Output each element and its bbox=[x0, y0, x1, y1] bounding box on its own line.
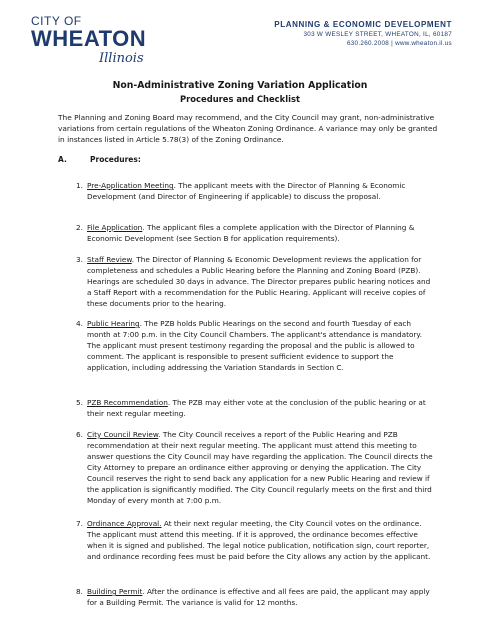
document-title: Non-Administrative Zoning Variation Application bbox=[112, 80, 368, 91]
procedure-number: 1. bbox=[76, 181, 83, 190]
procedure-number: 3. bbox=[76, 255, 83, 264]
procedure-number: 7. bbox=[76, 519, 83, 528]
section-letter: A. bbox=[58, 155, 67, 164]
logo-illinois-script: Illinois bbox=[99, 51, 144, 66]
procedure-text: . The applicant meets with the Director of Planning & Economic Development (and Director of Engineering if applicable) to discuss the proposal. bbox=[87, 181, 406, 201]
procedure-number: 4. bbox=[76, 319, 83, 328]
procedure-lead: Ordinance Approval. bbox=[87, 519, 162, 528]
department-address: 303 W WESLEY STREET, WHEATON, IL, 60187 bbox=[303, 31, 452, 38]
logo-wheaton-text: WHEATON bbox=[31, 26, 147, 51]
procedure-lead: PZB Recommendation bbox=[87, 398, 168, 407]
procedure-lead: Public Hearing bbox=[87, 319, 140, 328]
procedure-text: . The PZB holds Public Hearings on the second and fourth Tuesday of each month at 7:00 p.m. in the City Council Chambers. The applicant's attendance is mandatory. The applicant must present testimony regarding the proposal and the public is allowed to comment. The applicant is responsible to present sufficient evidence to support the application, including addressing the Variation Standards in Section C. bbox=[87, 319, 423, 372]
procedure-text: . The Director of Planning & Economic Development reviews the application for completeness and schedules a Public Hearing before the Planning and Zoning Board (PZB). Hearings are scheduled 30 days in advance. The Director prepares public hearing notices and a Staff Report with a recommendation for the Public Hearing. Applicant will receive copies of these documents prior to the hearing. bbox=[87, 255, 431, 308]
procedure-number: 2. bbox=[76, 223, 83, 232]
procedure-text: . The PZB may either vote at the conclusion of the public hearing or at their next regular meeting. bbox=[87, 398, 426, 418]
procedure-item bbox=[76, 518, 436, 562]
city-logo bbox=[31, 14, 171, 70]
procedure-text: . After the ordinance is effective and all fees are paid, the applicant may apply for a Building Permit. The variance is valid for 12 months. bbox=[87, 587, 430, 607]
procedure-number: 8. bbox=[76, 587, 83, 596]
procedure-item bbox=[76, 397, 436, 419]
procedure-lead: City Council Review bbox=[87, 430, 159, 439]
procedure-item bbox=[76, 318, 436, 373]
procedure-lead: Pre-Application Meeting bbox=[87, 181, 174, 190]
procedure-lead: Staff Review bbox=[87, 255, 132, 264]
department-header bbox=[274, 20, 452, 48]
procedure-lead: Building Permit bbox=[87, 587, 143, 596]
department-contact: 630.260.2008 | www.wheaton.il.us bbox=[346, 40, 452, 47]
department-title: PLANNING & ECONOMIC DEVELOPMENT bbox=[274, 20, 452, 29]
procedure-item bbox=[76, 222, 436, 244]
logo-city-text: CITY OF bbox=[31, 14, 82, 28]
procedure-lead: File Application bbox=[87, 223, 143, 232]
section-title: Procedures: bbox=[90, 155, 141, 164]
section-heading bbox=[58, 155, 141, 164]
procedure-text: . The City Council receives a report of the Public Hearing and PZB recommendation at their next regular meeting. The applicant must attend this meeting to answer questions the City Council may have regarding the application. The Council directs the City Attorney to prepare an ordinance either approving or denying the application. The City Council reserves the right to send back any application for a new Public Hearing and review if the application is significantly modified. The City Council regularly meets on the first and third Monday of every month at 7:00 p.m. bbox=[87, 430, 433, 505]
procedure-number: 6. bbox=[76, 430, 83, 439]
procedure-text: . The applicant files a complete application with the Director of Planning & Economic Development (see Section B for application requirements). bbox=[87, 223, 415, 243]
document-subtitle: Procedures and Checklist bbox=[180, 94, 300, 104]
procedure-item bbox=[76, 180, 436, 202]
procedure-item bbox=[76, 254, 436, 309]
procedure-item bbox=[76, 429, 436, 506]
procedure-number: 5. bbox=[76, 398, 83, 407]
intro-paragraph: The Planning and Zoning Board may recommend, and the City Council may grant, non-administrative variations from certain regulations of the Wheaton Zoning Ordinance. A variance may only be granted in instances listed in Article 5.78(3) of the Zoning Ordinance. bbox=[58, 113, 438, 145]
procedure-item bbox=[76, 586, 436, 608]
procedure-text: At their next regular meeting, the City Council votes on the ordinance. The applicant must attend this meeting. If it is approved, the ordinance becomes effective when it is signed and published. The legal notice publication, notification sign, court reporter, and ordinance recording fees must be paid before the City allows any action by the applicant. bbox=[87, 519, 431, 561]
